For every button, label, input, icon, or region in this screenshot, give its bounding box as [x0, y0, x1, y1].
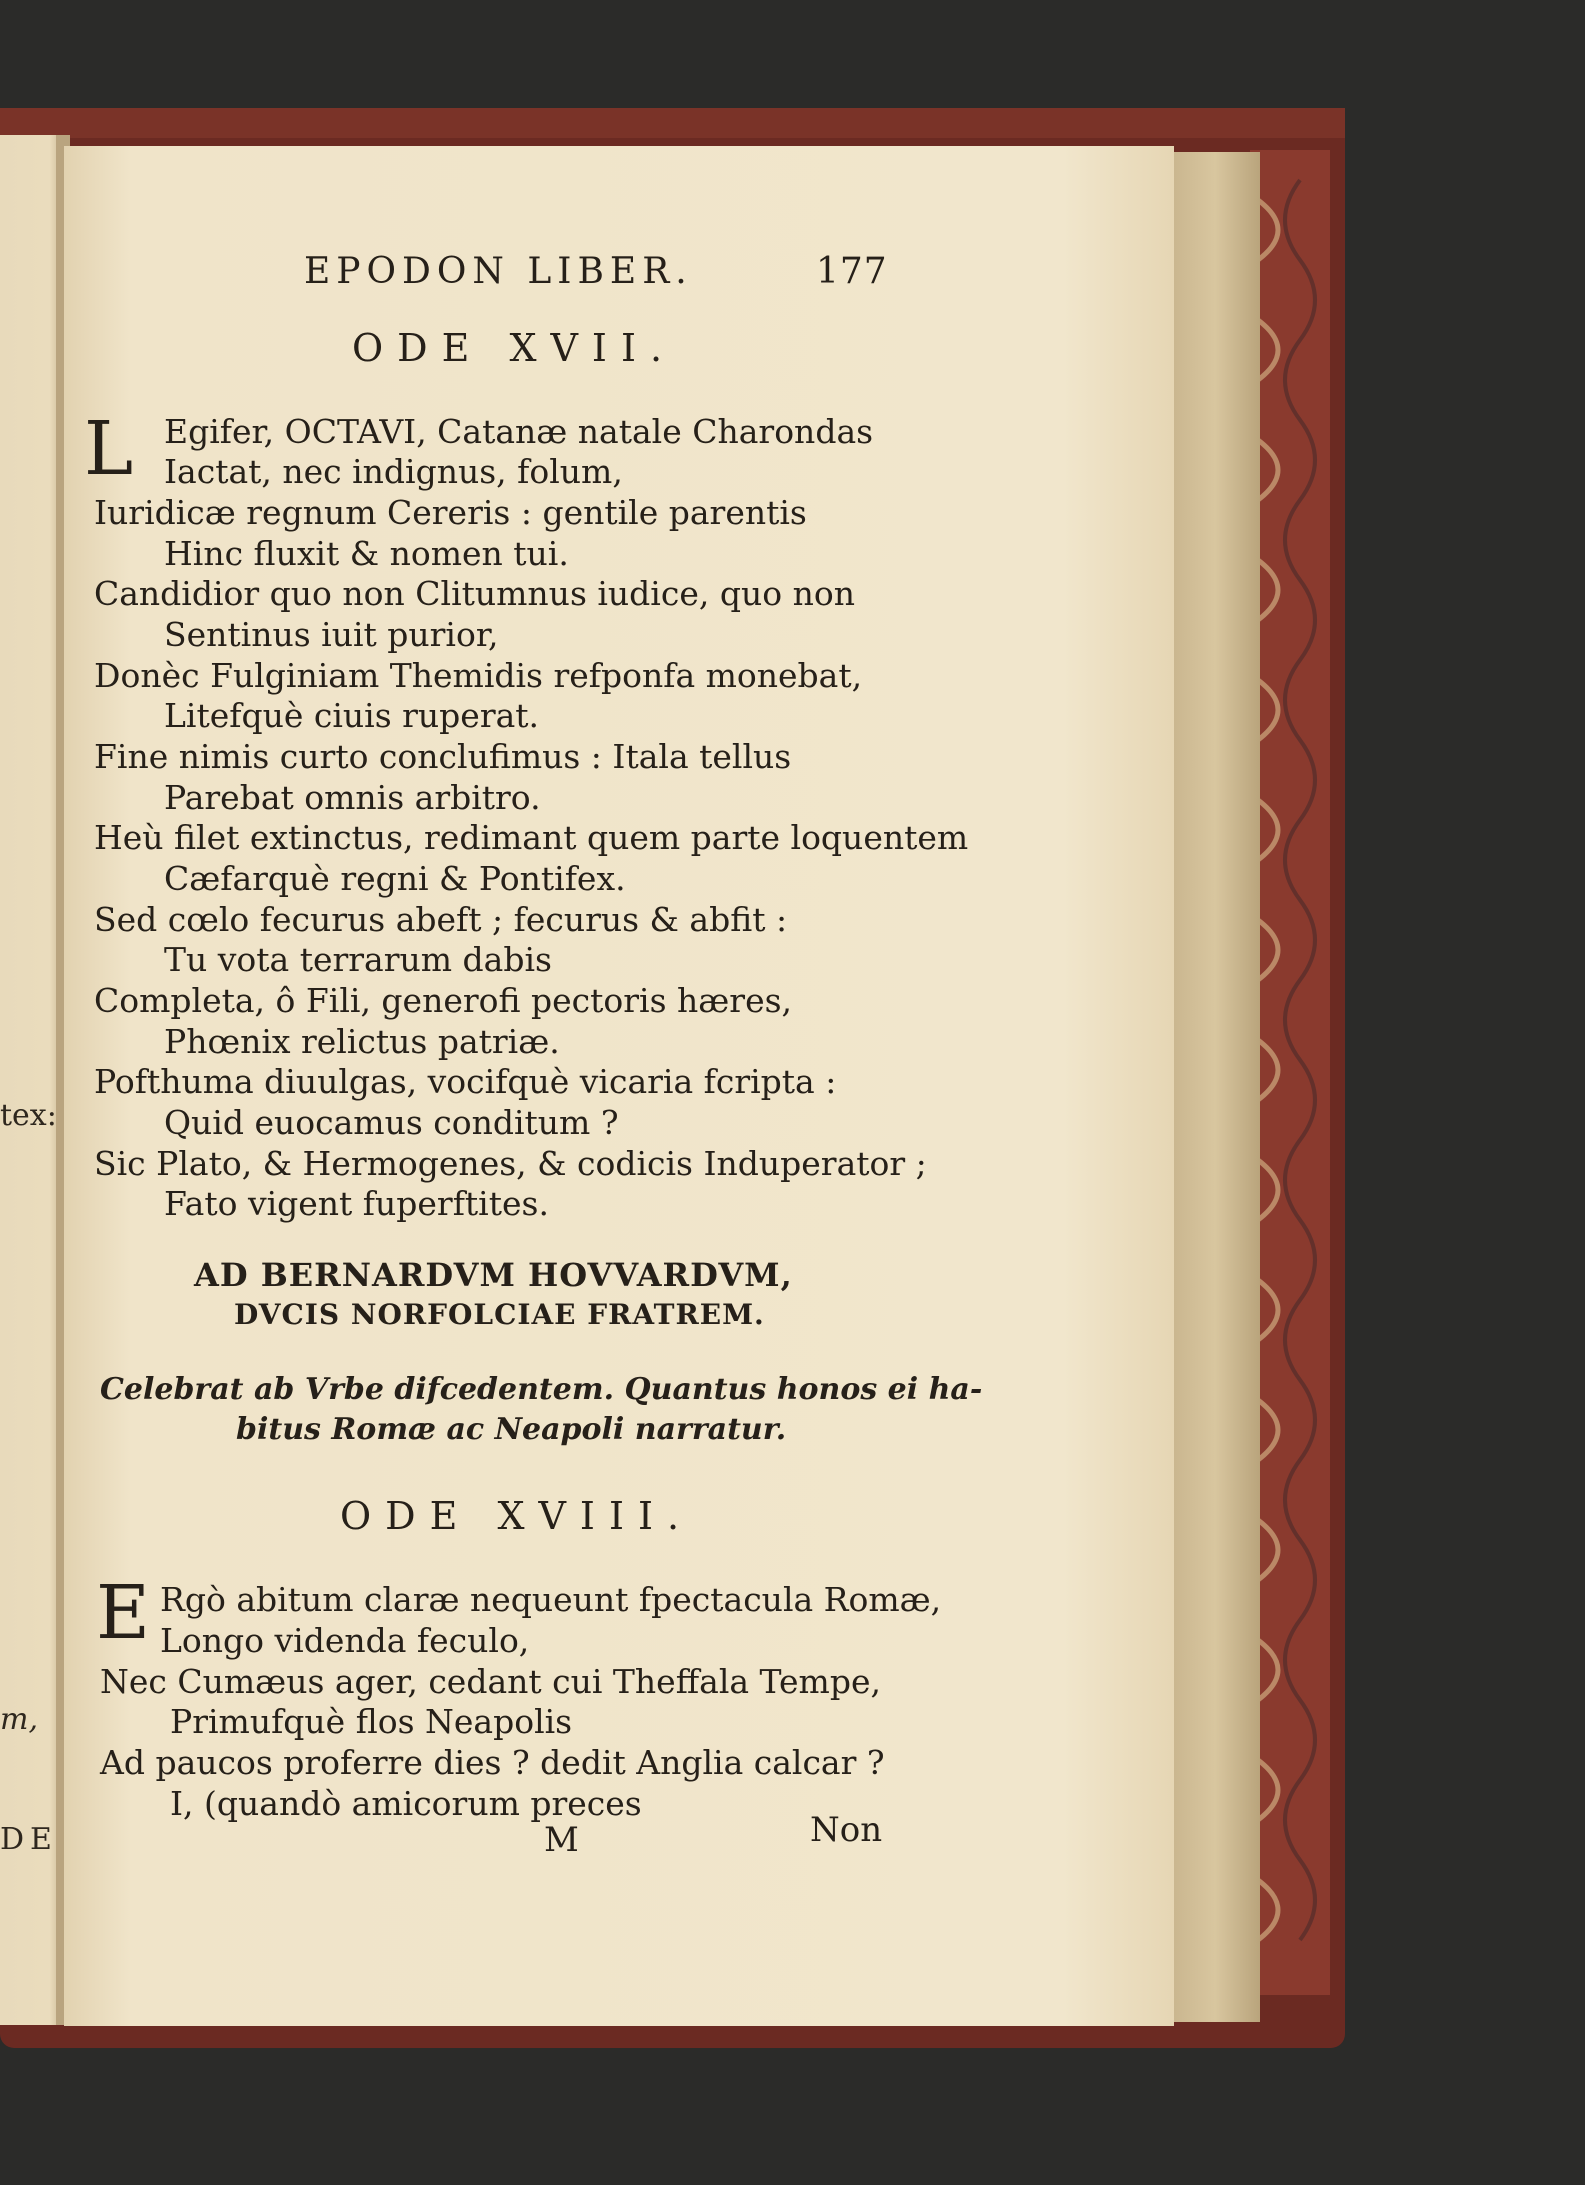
verse-line: Phœnix relictus patriæ.	[164, 1022, 560, 1061]
verse-line: Iuridicæ regnum Cereris : gentile parentis	[94, 493, 807, 532]
verse-line: Sed cœlo fecurus abeft ; fecurus & abfit :	[94, 900, 788, 939]
verse-line: Quid euocamus conditum ?	[164, 1103, 619, 1142]
left-page-fragment: m,	[0, 1702, 38, 1737]
verse-line: Sentinus iuit purior,	[164, 615, 499, 654]
verse-line: Fine nimis curto conclufimus : Itala tellus	[94, 737, 792, 776]
running-title: EPODON LIBER.	[304, 251, 693, 292]
verse-line: Sic Plato, & Hermogenes, & codicis Induperator ;	[94, 1144, 927, 1183]
verse-line: Egifer, OCTAVI, Catanæ natale Charondas	[164, 412, 874, 451]
verse-line: Nec Cumæus ager, cedant cui Theffala Tempe,	[100, 1662, 881, 1701]
verse-line: Pofthuma diuulgas, vocifquè vicaria fcripta :	[94, 1062, 837, 1101]
verse-line: Completa, ô Fili, generofi pectoris hæres,	[94, 981, 793, 1020]
verse-line: Primufquè flos Neapolis	[170, 1702, 573, 1741]
catchword: Non	[810, 1810, 883, 1850]
marbled-fore-edge	[1250, 150, 1330, 1995]
verse-line: Iactat, nec indignus, folum,	[164, 452, 623, 491]
ode-17-dropcap: L	[84, 406, 134, 492]
left-page	[0, 135, 62, 2025]
ode-argument: Celebrat ab Vrbe difcedentem. Quantus honos ei ha-	[100, 1372, 983, 1407]
dedication-subheading: DVCIS NORFOLCIAE FRATREM.	[234, 1298, 765, 1331]
dedication-heading: AD BERNARDVM HOVVARDVM,	[194, 1256, 793, 1294]
verse-line: Rgò abitum claræ nequeunt fpectacula Romæ,	[160, 1580, 942, 1619]
verse-line: Ad paucos proferre dies ? dedit Anglia calcar ?	[100, 1743, 885, 1782]
page-number: 177	[816, 251, 888, 292]
verse-line: Longo videnda feculo,	[160, 1621, 530, 1660]
verse-line: Heù filet extinctus, redimant quem parte loquentem	[94, 818, 969, 857]
verse-line: I, (quandò amicorum preces	[170, 1784, 642, 1823]
verse-line: Fato vigent fuperftites.	[164, 1184, 549, 1223]
page-block-edge	[1170, 152, 1260, 2022]
verse-line: Hinc fluxit & nomen tui.	[164, 534, 569, 573]
verse-line: Tu vota terrarum dabis	[164, 940, 552, 979]
signature-mark: M	[544, 1820, 579, 1860]
ode-18-title: ODE XVIII.	[340, 1494, 694, 1538]
left-page-fragment: tex:	[0, 1098, 57, 1133]
ode-argument: bitus Romæ ac Neapoli narratur.	[236, 1412, 787, 1447]
book-page	[64, 146, 1174, 2026]
verse-line: Candidior quo non Clitumnus iudice, quo non	[94, 574, 855, 613]
verse-line: Litefquè ciuis ruperat.	[164, 696, 540, 735]
verse-line: Donèc Fulginiam Themidis refponfa monebat,	[94, 656, 863, 695]
verse-line: Parebat omnis arbitro.	[164, 778, 541, 817]
cover-top-edge	[0, 108, 1345, 138]
left-page-fragment: DE	[0, 1822, 58, 1857]
verse-line: Cæfarquè regni & Pontifex.	[164, 859, 626, 898]
ode-18-dropcap: E	[96, 1570, 151, 1656]
ode-17-title: ODE XVII.	[352, 326, 677, 370]
